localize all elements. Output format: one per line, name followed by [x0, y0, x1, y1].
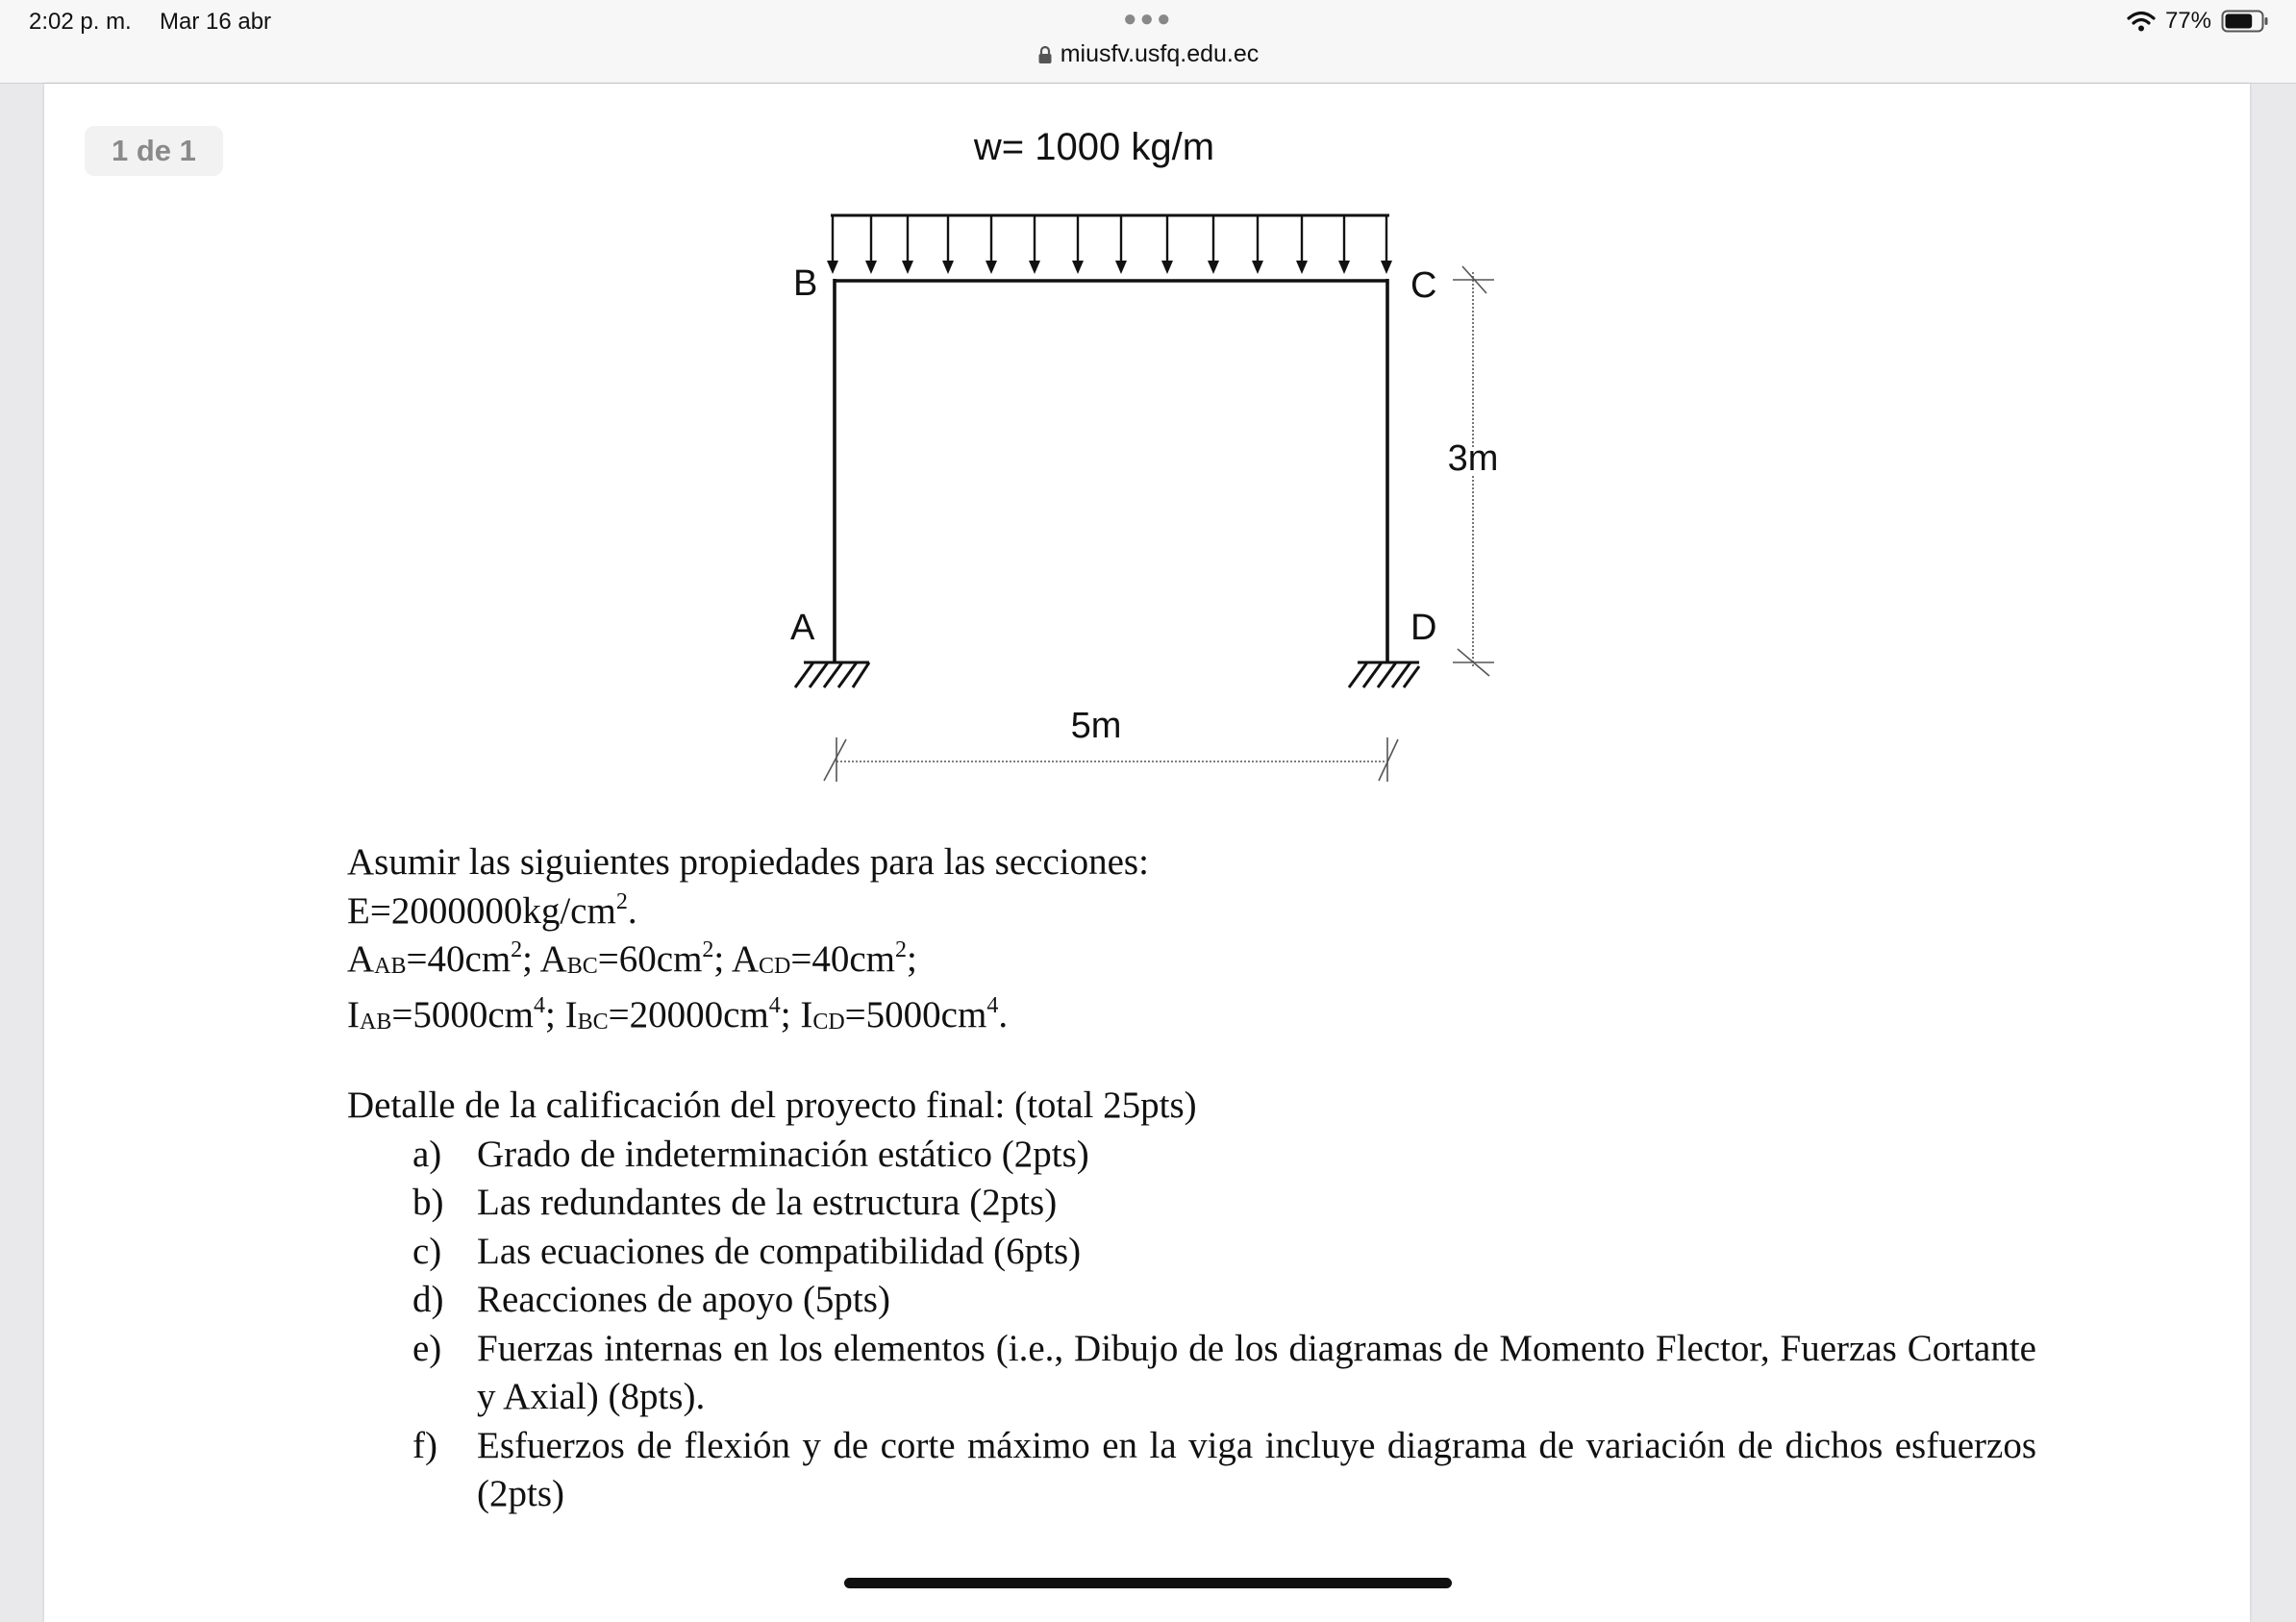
elastic-modulus-line: [347, 887, 1149, 936]
load-arrow-head: [942, 261, 954, 274]
properties-intro: Asumir las siguientes propiedades para las secciones:: [347, 841, 1149, 883]
load-label: w= 1000 kg/m: [973, 126, 1215, 168]
grading-section: [347, 1082, 2036, 1519]
grading-item: [347, 1276, 2036, 1325]
item-marker: e): [412, 1327, 442, 1369]
a-bc-symbol: A: [539, 938, 567, 980]
item-marker: d): [412, 1279, 444, 1320]
a-cd-subscript: CD: [759, 954, 791, 979]
grading-item: [347, 1179, 2036, 1228]
item-text: Esfuerzos de flexión y de corte máximo en la viga incluye diagrama de variación de dichos esfuerzos (2pts): [477, 1424, 2036, 1514]
node-label-a: A: [790, 608, 815, 648]
e-value: E=2000000kg/cm: [347, 889, 616, 932]
fixed-support-a: [795, 662, 869, 687]
i-bc-exponent: 4: [768, 992, 781, 1018]
a-cd-exponent: 2: [895, 937, 908, 962]
a-bc-exponent: 2: [702, 937, 714, 962]
i-bc-symbol: I: [564, 993, 578, 1036]
area-line: [347, 936, 1149, 991]
battery-percentage: 77%: [2164, 8, 2211, 34]
address-url: miusfv.usfq.edu.ec: [1060, 40, 1260, 67]
e-exponent: 2: [615, 888, 628, 914]
a-cd-value: =40cm: [790, 938, 896, 980]
load-arrow-head: [902, 261, 913, 274]
node-label-d: D: [1410, 608, 1437, 648]
load-arrow-head: [1296, 261, 1308, 274]
item-marker: f): [412, 1424, 437, 1466]
span-label: 5m: [1070, 706, 1122, 746]
e-end: .: [627, 889, 637, 932]
load-arrow-head: [1252, 261, 1263, 274]
grading-item: [347, 1422, 2036, 1519]
a-cd-symbol: A: [731, 938, 760, 980]
page-indicator: 1 de 1: [85, 126, 223, 176]
status-date: Mar 16 abr: [160, 9, 272, 35]
a-cd-separator: ;: [907, 938, 917, 980]
load-arrow-head: [986, 261, 997, 274]
i-cd-exponent: 4: [986, 992, 999, 1018]
load-arrow-head: [1208, 261, 1219, 274]
load-arrow-head: [1029, 261, 1040, 274]
a-ab-value: =40cm: [406, 938, 512, 980]
status-time: 2:02 p. m.: [29, 9, 132, 35]
load-arrow-head: [1381, 261, 1392, 274]
node-label-c: C: [1410, 265, 1437, 306]
i-ab-exponent: 4: [533, 992, 545, 1018]
node-label-b: B: [793, 263, 818, 304]
browser-top-bar: [0, 0, 2296, 84]
frame-diagram: [44, 84, 2250, 872]
height-label: 3m: [1447, 438, 1499, 479]
i-cd-value: =5000cm: [844, 993, 987, 1036]
wifi-icon: [2127, 11, 2156, 32]
i-bc-separator: ;: [780, 993, 801, 1036]
a-bc-value: =60cm: [597, 938, 703, 980]
load-arrow-head: [1338, 261, 1350, 274]
grading-item: [347, 1228, 2036, 1277]
i-bc-value: =20000cm: [608, 993, 769, 1036]
load-arrows: [827, 215, 1392, 274]
battery-icon: [2221, 10, 2269, 33]
item-text: Grado de indeterminación estático (2pts): [477, 1133, 1089, 1175]
i-ab-symbol: I: [347, 993, 360, 1036]
a-ab-subscript: AB: [374, 954, 407, 979]
item-text: Las redundantes de la estructura (2pts): [477, 1182, 1058, 1223]
grading-title: Detalle de la calificación del proyecto final: (total 25pts): [347, 1085, 1197, 1126]
item-text: Las ecuaciones de compatibilidad (6pts): [477, 1230, 1082, 1272]
item-marker: c): [412, 1230, 442, 1272]
i-cd-separator: .: [998, 993, 1009, 1036]
item-marker: b): [412, 1182, 444, 1223]
home-indicator[interactable]: [844, 1578, 1452, 1588]
status-indicators: [2127, 8, 2269, 35]
battery-fill: [2226, 14, 2253, 29]
item-text: Reacciones de apoyo (5pts): [477, 1279, 890, 1320]
load-arrow-head: [865, 261, 877, 274]
inertia-line: [347, 991, 1149, 1047]
i-ab-value: =5000cm: [391, 993, 534, 1036]
i-cd-subscript: CD: [812, 1009, 845, 1035]
item-text: Fuerzas internas en los elementos (i.e., Dibujo de los diagramas de Momento Flector, Fuerzas Cortante y Axial) (8pts).: [477, 1327, 2036, 1417]
address-bar[interactable]: [0, 40, 2296, 68]
a-bc-separator: ;: [713, 938, 732, 980]
distributed-load: [827, 215, 1392, 274]
i-bc-subscript: BC: [577, 1009, 609, 1035]
i-cd-symbol: I: [800, 993, 813, 1036]
frame-members: [834, 279, 1388, 662]
a-ab-separator: ;: [522, 938, 540, 980]
load-arrow-head: [1072, 261, 1084, 274]
pdf-viewer[interactable]: [0, 84, 2296, 1604]
fixed-support-d: [1349, 662, 1419, 687]
a-ab-symbol: A: [347, 938, 375, 980]
grading-item: [347, 1131, 2036, 1180]
section-properties: [347, 838, 1149, 1046]
pdf-page[interactable]: [44, 84, 2250, 1622]
load-arrow-head: [1115, 261, 1127, 274]
grading-item: [347, 1325, 2036, 1422]
a-bc-subscript: BC: [566, 954, 598, 979]
item-marker: a): [412, 1133, 442, 1175]
a-ab-exponent: 2: [511, 937, 523, 962]
load-arrow-head: [1161, 261, 1173, 274]
load-arrow-head: [827, 261, 838, 274]
i-ab-subscript: AB: [360, 1009, 392, 1035]
i-ab-separator: ;: [544, 993, 565, 1036]
lock-icon: [1037, 45, 1053, 64]
multitasking-dots-icon[interactable]: ●●●: [1123, 6, 1174, 32]
